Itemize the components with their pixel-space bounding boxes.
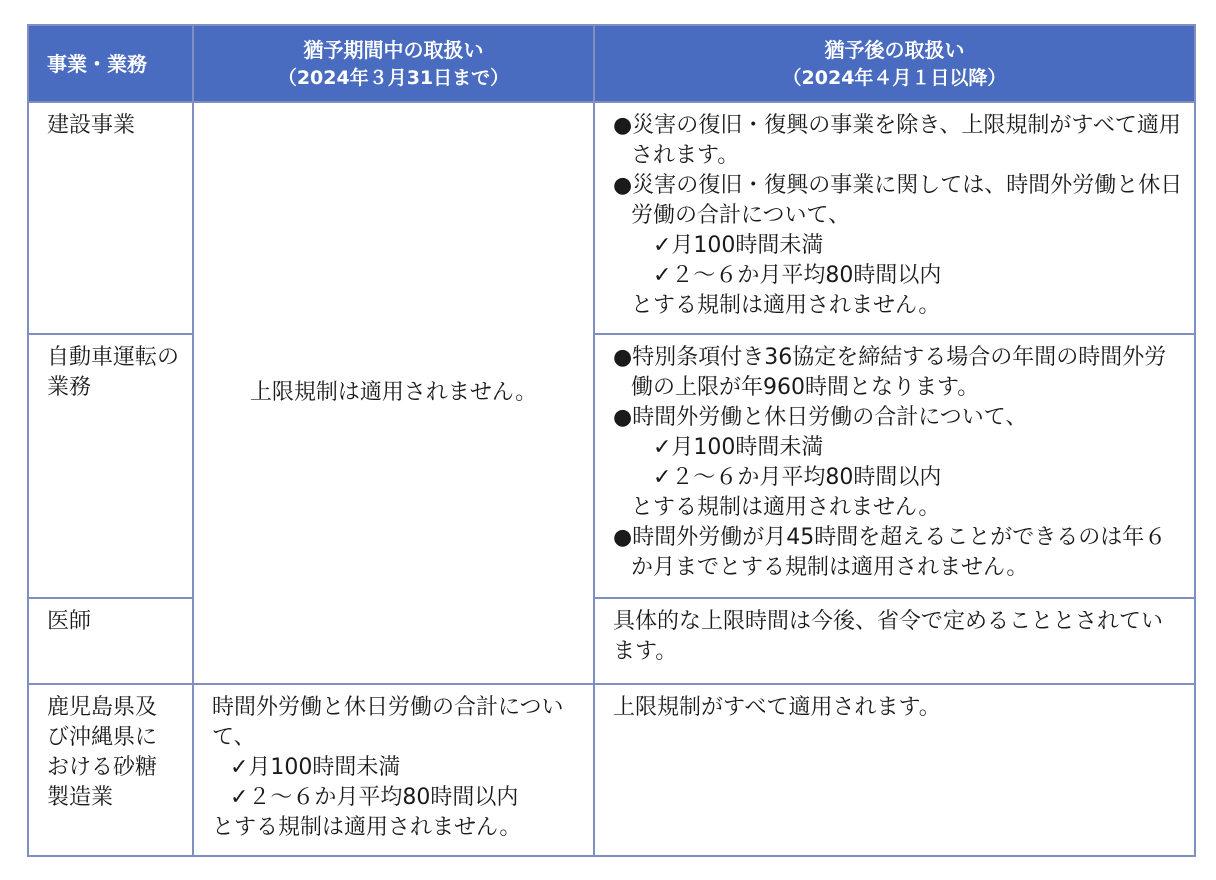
- regulation-table: [27, 24, 1196, 857]
- row-name-sugar: 鹿児島県及び沖縄県における砂糖製造業: [28, 684, 193, 856]
- row-name-doctor: 医師: [28, 598, 193, 684]
- during-sugar: 時間外労働と休日労働の合計について、 ✓月100時間未満 ✓２～６か月平均80時間以内 とする規制は適用されません。: [193, 684, 594, 856]
- after-sugar: 上限規制がすべて適用されます。: [594, 684, 1195, 856]
- header-after: 猶予後の取扱い （2024年４月１日以降）: [594, 25, 1195, 102]
- after-doctor: 具体的な上限時間は今後、省令で定めることとされています。: [594, 598, 1195, 684]
- row-name-construction: 建設事業: [28, 102, 193, 334]
- shared-during-cell: 上限規制は適用されません。: [193, 102, 594, 684]
- header-row: [28, 25, 1195, 102]
- row-name-driving: 自動車運転の業務: [28, 334, 193, 598]
- table-row: [28, 102, 1195, 334]
- header-business: 事業・業務: [28, 25, 193, 102]
- after-construction: ●災害の復旧・復興の事業を除き、上限規制がすべて適用されます。 ●災害の復旧・復興の事業に関しては、時間外労働と休日労働の合計について、 ✓月100時間未満 ✓２～６か月平均80時間以内 とする規制は適用されません。: [594, 102, 1195, 334]
- header-during: 猶予期間中の取扱い （2024年３月31日まで）: [193, 25, 594, 102]
- after-driving: ●特別条項付き36協定を締結する場合の年間の時間外労働の上限が年960時間となります。 ●時間外労働と休日労働の合計について、 ✓月100時間未満 ✓２～６か月平均80時間以内 とする規制は適用されません。 ●時間外労働が月45時間を超えることができるのは年６か月までとする規制は適用されません。: [594, 334, 1195, 598]
- table-row: [28, 684, 1195, 856]
